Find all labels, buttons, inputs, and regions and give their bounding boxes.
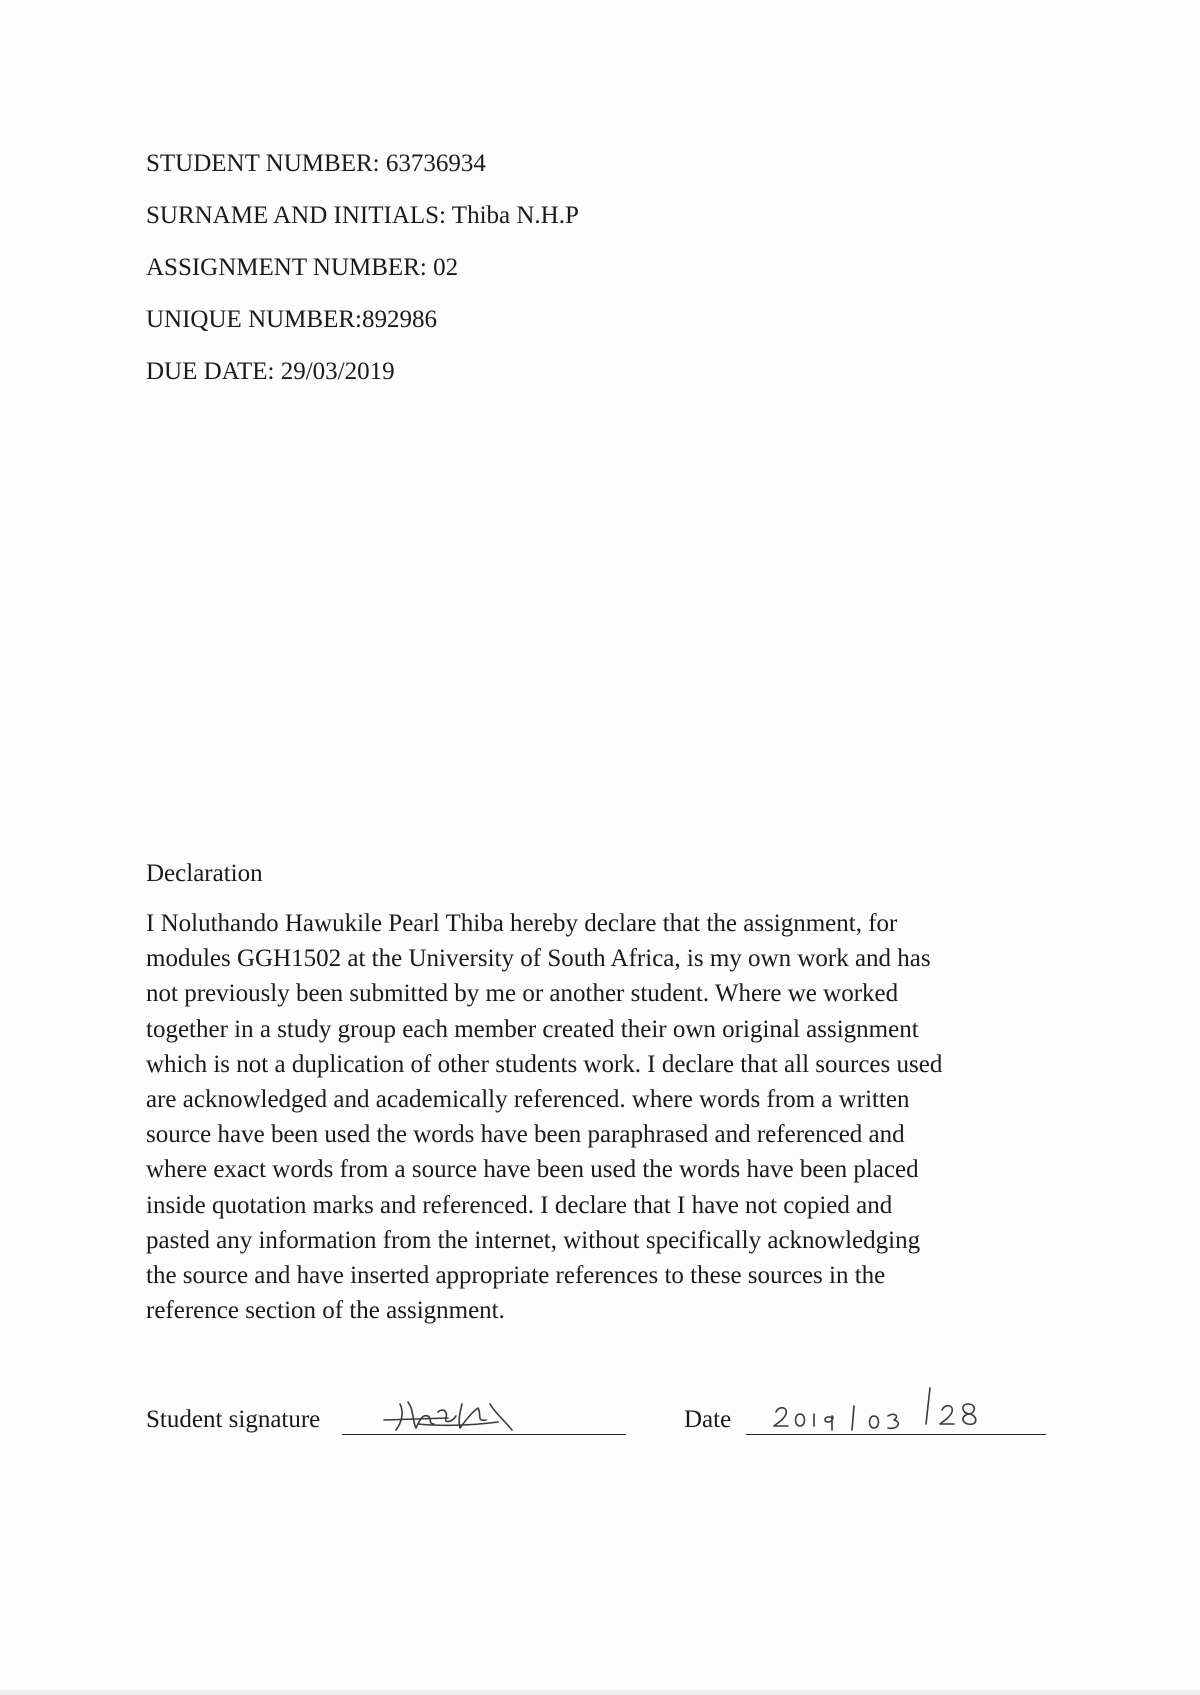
declaration-line: the source and have inserted appropriate references to these sources in the — [146, 1261, 886, 1289]
declaration-heading: Declaration — [146, 860, 263, 887]
declaration-line: where exact words from a source have been used the words have been placed — [146, 1156, 919, 1184]
student-signature-label: Student signature — [146, 1406, 321, 1433]
handwritten-date — [766, 1370, 1006, 1434]
date-underline — [746, 1434, 1046, 1435]
declaration-line: pasted any information from the internet, without specifically acknowledging — [146, 1226, 921, 1254]
declaration-line: reference section of the assignment. — [146, 1297, 505, 1325]
handwritten-signature — [378, 1390, 558, 1438]
assignment-number: ASSIGNMENT NUMBER: 02 — [146, 254, 459, 281]
declaration-line: not previously been submitted by me or another student. Where we worked — [146, 980, 899, 1008]
declaration-text — [146, 906, 1066, 1328]
student-number: STUDENT NUMBER: 63736934 — [146, 150, 486, 177]
date-label: Date — [684, 1406, 732, 1433]
declaration-line: which is not a duplication of other students work. I declare that all sources used — [146, 1050, 943, 1078]
unique-number: UNIQUE NUMBER:892986 — [146, 306, 437, 333]
declaration-line: inside quotation marks and referenced. I declare that I have not copied and — [146, 1191, 893, 1219]
declaration-line: together in a study group each member created their own original assignment — [146, 1015, 919, 1043]
declaration-line: I Noluthando Hawukile Pearl Thiba hereby declare that the assignment, for — [146, 910, 898, 937]
scan-bottom-edge — [0, 1690, 1200, 1695]
student-info-block — [146, 138, 579, 398]
declaration-line: source have been used the words have been paraphrased and referenced and — [146, 1121, 905, 1149]
signature-row — [146, 1394, 1046, 1454]
declaration-line: modules GGH1502 at the University of South Africa, is my own work and has — [146, 945, 931, 973]
surname-initials: SURNAME AND INITIALS: Thiba N.H.P — [146, 202, 579, 229]
declaration-line: are acknowledged and academically referenced. where words from a written — [146, 1085, 910, 1113]
due-date: DUE DATE: 29/03/2019 — [146, 358, 395, 385]
